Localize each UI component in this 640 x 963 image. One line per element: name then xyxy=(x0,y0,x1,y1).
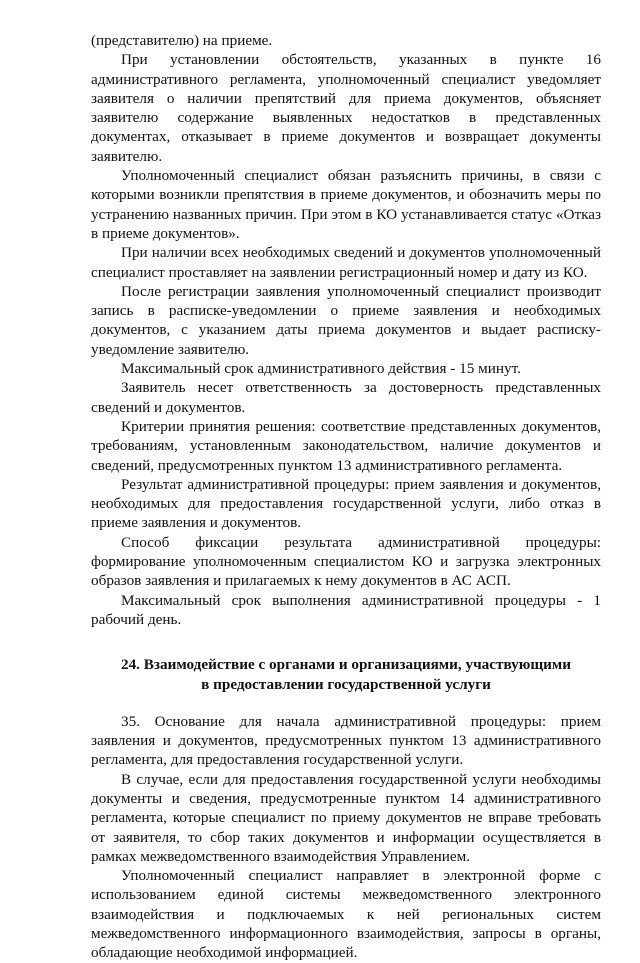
paragraph-explain-reasons: Уполномоченный специалист обязан разъяснить причины, в связи с которыми возникли препятствия в приеме документов, и обозначить меры по устранению названных причин. При этом в КО устанавливается статус «Отказ в приеме документов». xyxy=(91,167,601,242)
paragraph-interagency-collection: В случае, если для предоставления государственной услуги необходимы документы и сведения, предусмотренные пунктом 14 административного регламента, которые специалист по приему документов не вправе требовать от заявителя, то сбор таких документов и информации осуществляется в рамках межведомственного взаимодействия Управлением. xyxy=(91,770,601,865)
paragraph-fixation-method: Способ фиксации результата административной процедуры: формирование уполномоченным специалистом КО и загрузка электронных образов заявления и прилагаемых к нему документов в АС АСП. xyxy=(91,533,601,590)
paragraph-continuation: (представителю) на приеме. xyxy=(91,32,273,49)
paragraph-procedure-basis: 35. Основание для начала административной процедуры: прием заявления и документов, предусмотренных пунктом 13 административного регламента, для предоставления государственной услуги. xyxy=(91,712,601,769)
section-heading-line1: 24. Взаимодействие с органами и организациями, участвующими xyxy=(120,656,572,674)
section-heading xyxy=(91,655,601,694)
paragraph-max-procedure-time: Максимальный срок выполнения административной процедуры - 1 рабочий день. xyxy=(91,591,601,628)
paragraph-registration-number: При наличии всех необходимых сведений и документов уполномоченный специалист проставляет на заявлении регистрационный номер и дату из КО. xyxy=(91,244,601,281)
paragraph-max-action-time: Максимальный срок административного действия - 15 минут. xyxy=(121,360,521,378)
paragraph-receipt-notification: После регистрации заявления уполномоченный специалист производит запись в расписке-уведомлении о приеме заявления и необходимых документов, с указанием даты приема документов и выдает расписку-уведомление заявителю. xyxy=(91,282,601,358)
document-page xyxy=(91,31,601,963)
paragraph-electronic-requests: Уполномоченный специалист направляет в электронной форме с использованием единой системы межведомственного электронного взаимодействия и подключаемых к ней региональных систем межведомственного информационного взаимодействия, запросы в органы, обладающие необходимой информацией. xyxy=(91,867,601,962)
paragraph-obstacles-notice: При установлении обстоятельств, указанных в пункте 16 административного регламента, уполномоченный специалист уведомляет заявителя о наличии препятствий для приема документов, объясняет заявителю содержание выявленных недостатков в представленных документах, отказывает в приеме документов и возвращает документы заявителю. xyxy=(91,51,601,165)
paragraph-procedure-result: Результат административной процедуры: прием заявления и документов, необходимых для предоставления государственной услуги, либо отказ в приеме заявления и документов. xyxy=(91,475,601,532)
section-heading-line2: в предоставлении государственной услуги xyxy=(201,675,491,693)
paragraph-decision-criteria: Критерии принятия решения: соответствие представленных документов, требованиям, установленным законодательством, наличие документов и сведений, предусмотренных пунктом 13 административного регламента. xyxy=(91,417,601,474)
paragraph-applicant-responsibility: Заявитель несет ответственность за достоверность представленных сведений и документов. xyxy=(91,379,601,416)
